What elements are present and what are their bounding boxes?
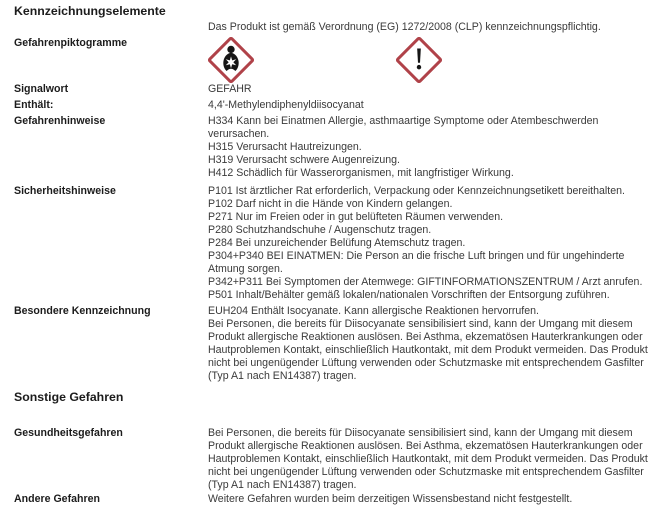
precautionary-statement-p271: P271 Nur im Freien oder in gut belüfteten Räumen verwenden. <box>208 211 504 223</box>
special-labeling-text <box>208 305 659 383</box>
precautionary-statement-p342-p311: P342+P311 Bei Symptomen der Atemwege: GIFTINFORMATIONSZENTRUM / Arzt anrufen. <box>208 276 643 288</box>
precautionary-statement-p102: P102 Darf nicht in die Hände von Kindern gelangen. <box>208 198 453 210</box>
precautionary-statement-p501: P501 Inhalt/Behälter gemäß lokalen/nationalen Vorschriften der Entsorgung zuführen. <box>208 289 610 301</box>
hazard-statement-h412: H412 Schädlich für Wasserorganismen, mit langfristiger Wirkung. <box>208 167 514 179</box>
precautionary-statements-list <box>208 185 659 302</box>
precautionary-statement-p284: P284 Bei unzureichender Belüfung Atemschutz tragen. <box>208 237 466 249</box>
hazard-pictograms <box>208 37 659 83</box>
precautionary-statement-p304-p340: P304+P340 BEI EINATMEN: Die Person an die frische Luft bringen und für ungehinderte Atmung sorgen. <box>208 250 625 275</box>
clp-note-row <box>14 21 659 34</box>
ghs08-health-hazard-icon <box>208 37 254 83</box>
special-labeling-euh204: EUH204 Enthält Isocyanate. Kann allergische Reaktionen hervorrufen. <box>208 305 539 317</box>
precautionary-statement-p280: P280 Schutzhandschuhe / Augenschutz tragen. <box>208 224 432 236</box>
hazard-pictograms-row <box>14 37 659 83</box>
special-labeling-label: Besondere Kennzeichnung <box>14 305 151 317</box>
health-hazards-row <box>14 427 659 492</box>
health-hazards-text: Bei Personen, die bereits für Diisocyanate sensibilisiert sind, kann der Umgang mit diesem Produkt allergische Reaktionen auslösen. Bei Asthma, ekzematösen Hauterkrankungen oder Hautproblemen Kontakt, einschließlich Hautkontakt, mit dem Produkt vermeiden. Das Produkt nicht bei ungenügender Lüftung verwenden oder Schutzmaske mit entsprechendem Gasfilter (Typ A1 nach EN14387) tragen. <box>208 427 648 491</box>
special-labeling-paragraph: Bei Personen, die bereits für Diisocyanate sensibilisiert sind, kann der Umgang mit diesem Produkt allergische Reaktionen auslösen. Bei Asthma, ekzematösen Hauterkrankungen oder Hautproblemen Kontakt, einschließlich Hautkontakt, mit dem Produkt vermeiden. Das Produkt nicht bei ungenügender Lüftung verwenden oder Schutzmaske mit entsprechendem Gasfilter (Typ A1 nach EN14387) tragen. <box>208 318 648 382</box>
clp-note-text: Das Produkt ist gemäß Verordnung (EG) 1272/2008 (CLP) kennzeichnungspflichtig. <box>208 21 601 33</box>
special-labeling-row <box>14 305 659 383</box>
hazard-statement-h315: H315 Verursacht Hautreizungen. <box>208 141 362 153</box>
other-hazards-label: Andere Gefahren <box>14 493 100 505</box>
hazard-statements-row <box>14 115 659 180</box>
hazard-statements-label: Gefahrenhinweise <box>14 115 106 127</box>
precautionary-statements-label: Sicherheitshinweise <box>14 185 116 197</box>
precautionary-statements-row <box>14 185 659 302</box>
signal-word-value: GEFAHR <box>208 83 252 95</box>
section-title-other-hazards: Sonstige Gefahren <box>14 390 124 404</box>
contains-value: 4,4'-Methylendiphenyldiisocyanat <box>208 99 364 111</box>
ghs07-exclamation-icon <box>396 37 442 83</box>
contains-label: Enthält: <box>14 99 54 111</box>
health-hazards-label: Gesundheitsgefahren <box>14 427 123 439</box>
signal-word-label: Signalwort <box>14 83 69 95</box>
contains-row <box>14 99 659 112</box>
precautionary-statement-p101: P101 Ist ärztlicher Rat erforderlich, Verpackung oder Kennzeichnungsetikett bereithalten. <box>208 185 625 197</box>
other-hazards-row <box>14 493 659 506</box>
hazard-pictograms-label: Gefahrenpiktogramme <box>14 37 128 49</box>
section-title-labeling-elements: Kennzeichnungselemente <box>14 4 166 18</box>
hazard-statement-h334: H334 Kann bei Einatmen Allergie, asthmaartige Symptome oder Atembeschwerden verursachen. <box>208 115 599 140</box>
hazard-statement-h319: H319 Verursacht schwere Augenreizung. <box>208 154 400 166</box>
signal-word-row <box>14 83 659 96</box>
other-hazards-text: Weitere Gefahren wurden beim derzeitigen Wissensbestand nicht festgestellt. <box>208 493 573 505</box>
hazard-statements-list <box>208 115 659 180</box>
